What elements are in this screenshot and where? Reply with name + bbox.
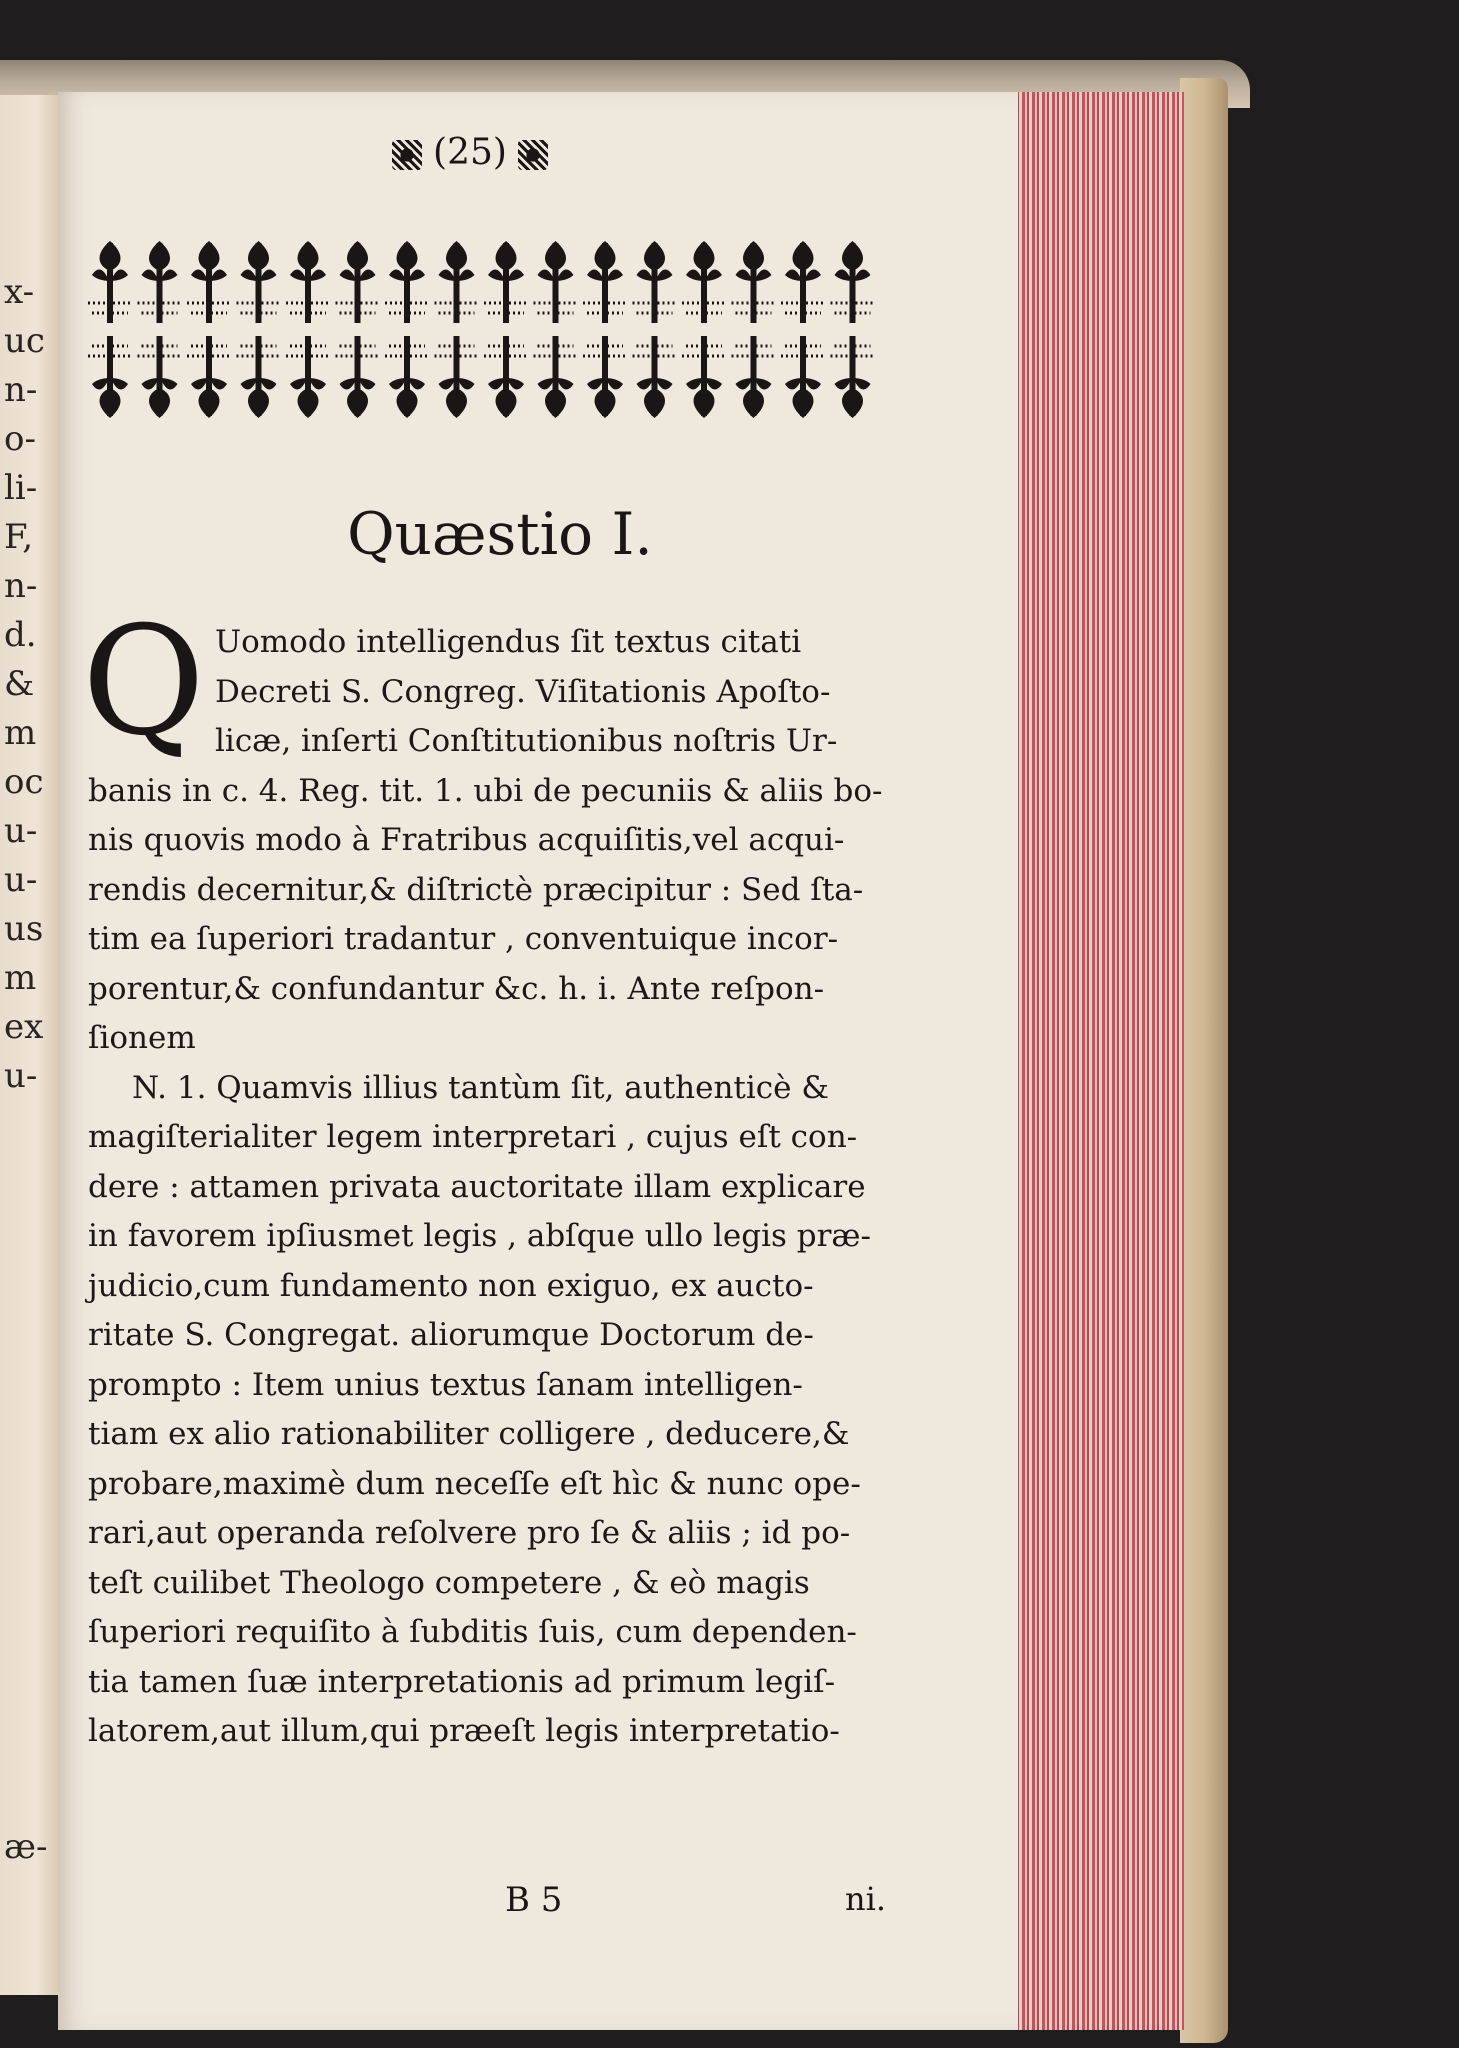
fleuron-glyph bbox=[385, 336, 429, 418]
fleuron-glyph bbox=[633, 241, 677, 323]
drop-cap: Q bbox=[82, 595, 205, 769]
signature-mark: B 5 bbox=[505, 1880, 563, 1920]
left-page-fragment: d. bbox=[4, 615, 37, 655]
fleuron-glyph bbox=[633, 336, 677, 418]
question-line: licæ, inſerti Conſtitutionibus noſtris Ur- bbox=[214, 723, 838, 759]
fleuron-glyph bbox=[484, 336, 528, 418]
question-line: rendis decernitur,& diſtrictè præcipitur : Sed ſta- bbox=[88, 871, 864, 908]
fleuron-glyph bbox=[138, 241, 182, 323]
left-page-fragment: li- bbox=[4, 468, 38, 508]
left-page-fragment: m bbox=[4, 713, 37, 753]
question-lines bbox=[88, 624, 883, 1056]
question-line: Decreti S. Congreg. Viſitationis Apoſto- bbox=[214, 673, 831, 710]
body-text bbox=[82, 595, 888, 1757]
left-page-fragment: x- bbox=[4, 272, 35, 312]
fleuron-glyph bbox=[831, 241, 875, 323]
left-page bbox=[0, 95, 61, 1995]
fleuron-glyph bbox=[187, 241, 231, 323]
question-title: Quæstio I. bbox=[347, 500, 653, 568]
paragraph-line: judicio,cum fundamento non exiguo, ex aucto- bbox=[88, 1267, 814, 1304]
paragraph-line: magiſterialiter legem interpretari , cujus eſt con- bbox=[88, 1119, 858, 1155]
fleuron-glyph bbox=[237, 241, 281, 323]
left-page-fragment: o- bbox=[4, 419, 36, 459]
page-edges bbox=[1000, 92, 1184, 2030]
fleuron-glyph bbox=[583, 336, 627, 418]
fleuron-band bbox=[85, 228, 875, 428]
left-page-fragment: & bbox=[4, 664, 35, 704]
paragraph-line: ritate S. Congregat. aliorumque Doctorum de- bbox=[88, 1317, 814, 1353]
left-page-fragment: u- bbox=[4, 860, 38, 900]
fleuron-glyph bbox=[88, 336, 132, 418]
fleuron-glyph bbox=[286, 241, 330, 323]
fleuron-glyph bbox=[682, 336, 726, 418]
fleuron-glyph bbox=[534, 336, 578, 418]
fleuron-glyph bbox=[237, 336, 281, 418]
fleuron-glyph bbox=[732, 336, 776, 418]
catchword: ni. bbox=[845, 1880, 887, 1918]
left-page-fragments bbox=[0, 95, 60, 1995]
question-paragraph bbox=[82, 595, 888, 1064]
paragraph-line: teſt cuilibet Theologo competere , & eò magis bbox=[88, 1564, 810, 1601]
fleuron-glyph bbox=[732, 241, 776, 323]
left-page-fragment: n- bbox=[4, 566, 38, 606]
left-page-fragment: u- bbox=[4, 811, 38, 851]
paragraph-line: in favorem ipſiusmet legis , abſque ullo legis præ- bbox=[88, 1218, 872, 1254]
fleuron-glyph bbox=[435, 241, 479, 323]
fleuron-glyph bbox=[435, 336, 479, 418]
question-line: tim ea ſuperiori tradantur , conventuique incor- bbox=[88, 921, 839, 957]
fleuron-glyph bbox=[534, 241, 578, 323]
question-line: porentur,& confundantur &c. h. i. Ante reſpon- bbox=[88, 970, 825, 1007]
left-page-fragment: æ- bbox=[4, 1827, 48, 1867]
question-line: nis quovis modo à Fratribus acquiſitis,vel acqui- bbox=[88, 822, 845, 858]
fleuron-glyph bbox=[831, 336, 875, 418]
fleuron-glyph bbox=[583, 241, 627, 323]
body-paragraph bbox=[88, 1064, 888, 1757]
page-number: (25) bbox=[433, 132, 507, 173]
ornament-left-icon bbox=[392, 140, 422, 170]
left-page-fragment: us bbox=[4, 909, 44, 949]
left-page-fragment: u- bbox=[4, 1056, 38, 1096]
paragraph-line: tiam ex alio rationabiliter colligere , deducere,& bbox=[88, 1416, 850, 1452]
fleuron-glyph bbox=[781, 336, 825, 418]
left-page-fragment: oc bbox=[4, 762, 44, 802]
fleuron-glyph bbox=[781, 241, 825, 323]
paragraph-line: latorem,aut illum,qui præeſt legis interpretatio- bbox=[88, 1713, 840, 1749]
left-page-fragment: F, bbox=[4, 517, 34, 557]
left-page-fragment: ex bbox=[4, 1007, 44, 1047]
ornament-right-icon bbox=[518, 140, 548, 170]
fleuron-glyph bbox=[336, 241, 380, 323]
question-line: Uomodo intelligendus ſit textus citati bbox=[214, 624, 802, 660]
paragraph-line: probare,maximè dum neceſſe eſt hìc & nunc ope- bbox=[88, 1465, 861, 1502]
paragraph-line: tia tamen ſuæ interpretationis ad primum legiſ- bbox=[88, 1663, 836, 1700]
left-page-fragment: n- bbox=[4, 370, 38, 410]
book-cover-edge bbox=[1180, 78, 1228, 2043]
left-page-fragment: m bbox=[4, 958, 37, 998]
fleuron-glyph bbox=[286, 336, 330, 418]
question-line: banis in c. 4. Reg. tit. 1. ubi de pecuniis & aliis bo- bbox=[88, 772, 883, 809]
paragraph-line: prompto : Item unius textus ſanam intelligen- bbox=[88, 1366, 803, 1403]
paragraph-line: dere : attamen privata auctoritate illam explicare bbox=[88, 1168, 866, 1205]
fleuron-glyph bbox=[336, 336, 380, 418]
paragraph-line: rari,aut operanda reſolvere pro ſe & aliis ; id po- bbox=[88, 1515, 851, 1551]
page-header bbox=[370, 132, 570, 178]
question-line: ſionem bbox=[88, 1020, 196, 1056]
fleuron-glyph bbox=[187, 336, 231, 418]
paragraph-line: ſuperiori requiſito à ſubditis ſuis, cum dependen- bbox=[88, 1614, 857, 1650]
paragraph-line: N. 1. Quamvis illius tantùm ſit, authenticè & bbox=[132, 1069, 829, 1106]
left-page-fragment: uc bbox=[4, 321, 45, 361]
fleuron-row-top bbox=[88, 241, 875, 323]
fleuron-glyph bbox=[484, 241, 528, 323]
fleuron-glyph bbox=[385, 241, 429, 323]
fleuron-glyph bbox=[682, 241, 726, 323]
fleuron-glyph bbox=[138, 336, 182, 418]
fleuron-glyph bbox=[88, 241, 132, 323]
fleuron-row-bottom bbox=[88, 336, 875, 418]
